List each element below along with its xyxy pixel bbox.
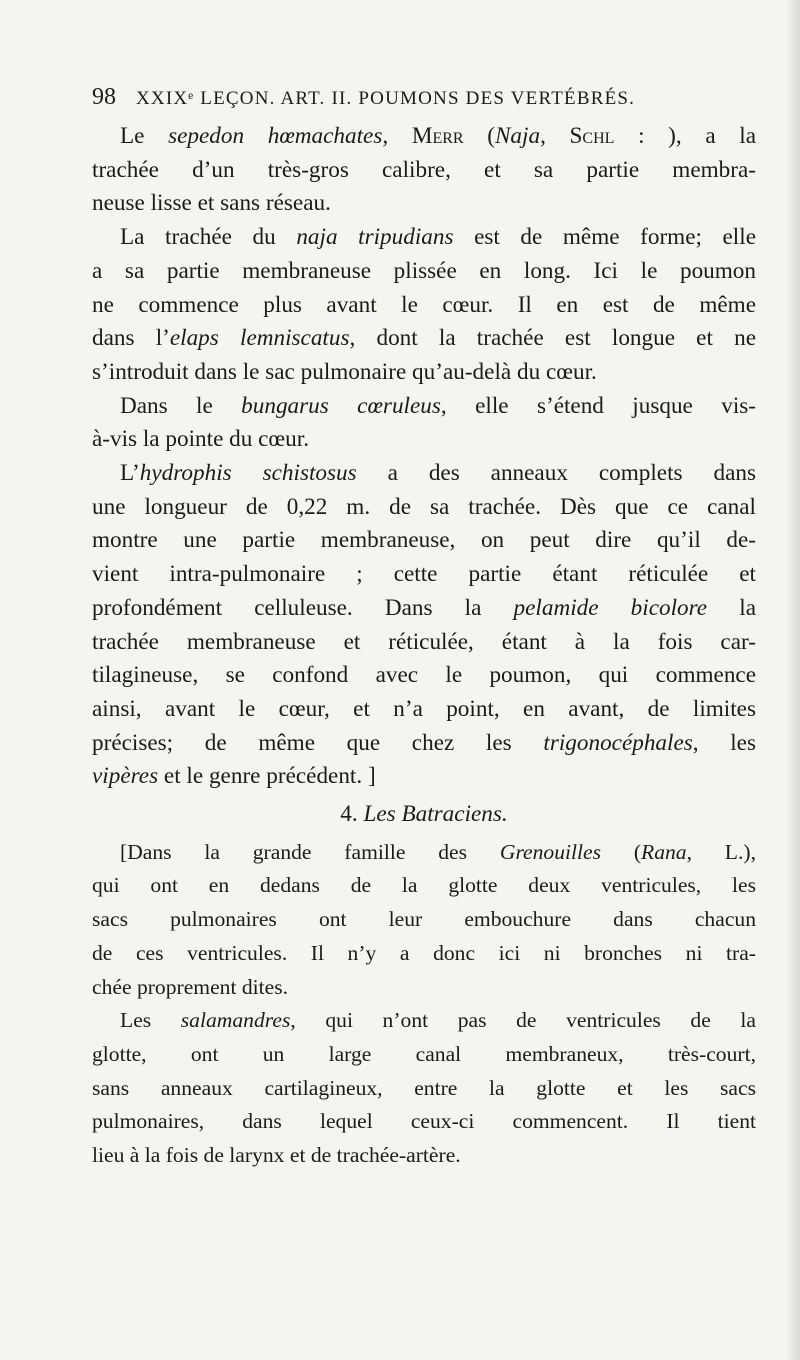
paragraph xyxy=(92,836,756,1005)
text-run: a des anneaux complets dans xyxy=(356,460,756,487)
text-run: est de même forme; elle xyxy=(453,224,756,251)
text-run: ( xyxy=(463,123,495,149)
text-run: Le xyxy=(120,123,169,149)
italic-term: trigonocéphales xyxy=(543,729,693,756)
section-number: 4. xyxy=(340,801,358,828)
italic-term: Naja xyxy=(494,123,541,149)
text-run: ( xyxy=(601,839,642,864)
text-run: a sa partie membraneuse plissée en long. Ici le poumon xyxy=(92,257,756,284)
text-run: sacs pulmonaires ont leur embouchure dans chacun xyxy=(92,907,756,932)
text-run: La trachée du xyxy=(120,224,297,251)
italic-term: Grenouilles xyxy=(499,839,602,864)
text-line xyxy=(92,524,756,558)
text-line xyxy=(92,1004,756,1038)
text-line xyxy=(92,154,756,188)
text-line xyxy=(92,390,756,424)
text-run: ainsi, avant le cœur, et n’a point, en avant, de limites xyxy=(92,695,756,722)
text-line xyxy=(92,322,756,356)
italic-term: hydrophis schistosus xyxy=(139,460,357,487)
text-line xyxy=(92,836,756,870)
author-name: Merr xyxy=(411,123,464,149)
text-run: ne commence plus avant le cœur. Il en est de même xyxy=(92,291,756,318)
text-run: , xyxy=(540,123,570,149)
body-text xyxy=(92,120,756,1173)
text-line xyxy=(92,1105,756,1139)
text-line xyxy=(92,491,756,525)
italic-term: pelamide bicolore xyxy=(513,594,708,621)
text-line xyxy=(92,289,756,323)
text-run: sans anneaux cartilagineux, entre la glotte et les sacs xyxy=(92,1075,756,1100)
text-run: Les xyxy=(120,1008,181,1033)
paragraph xyxy=(92,390,756,457)
italic-term: vipères xyxy=(92,763,159,790)
italic-term: sepedon hœmachates xyxy=(168,123,383,149)
text-line xyxy=(92,423,756,457)
text-run: , elle s’étend jusque vis- xyxy=(440,392,757,419)
page-number: 98 xyxy=(92,84,116,110)
text-line xyxy=(92,592,756,626)
text-run: tilagineuse, se confond avec le poumon, qui commence xyxy=(92,662,756,689)
text-line xyxy=(92,356,756,390)
text-line xyxy=(92,558,756,592)
text-line xyxy=(92,1072,756,1106)
text-line xyxy=(92,457,756,491)
text-line xyxy=(92,255,756,289)
text-run: , xyxy=(382,123,412,149)
text-line xyxy=(92,693,756,727)
author-name: Schl xyxy=(569,123,615,149)
text-run: pulmonaires, dans lequel ceux-ci commencent. Il tient xyxy=(92,1109,756,1134)
text-run: de ces ventricules. Il n’y a donc ici ni bronches ni tra- xyxy=(92,940,756,965)
text-run: : ), a la xyxy=(614,123,756,149)
text-run: , L.), xyxy=(686,839,756,864)
page-edge-shadow xyxy=(786,0,800,1360)
text-line xyxy=(92,659,756,693)
text-line xyxy=(92,1038,756,1072)
text-line xyxy=(92,869,756,903)
text-line xyxy=(92,971,756,1005)
text-line xyxy=(92,903,756,937)
section-heading xyxy=(92,798,756,832)
text-run: une longueur de 0,22 m. de sa trachée. Dès que ce canal xyxy=(92,493,756,520)
text-run: et le genre précédent. ] xyxy=(158,763,376,790)
text-run: trachée d’un très-gros calibre, et sa partie membra- xyxy=(92,156,756,183)
text-run: L’ xyxy=(120,460,140,487)
text-run: montre une partie membraneuse, on peut dire qu’il de- xyxy=(92,527,756,554)
text-line xyxy=(92,1139,756,1173)
running-title: XXIXᵉ LEÇON. ART. II. POUMONS DES VERTÉBRÉS. xyxy=(136,88,636,109)
text-line xyxy=(92,727,756,761)
section-title: Les Batraciens. xyxy=(363,801,508,828)
text-run: , qui n’ont pas de ventricules de la xyxy=(290,1008,756,1033)
text-line xyxy=(92,626,756,660)
text-line xyxy=(92,120,756,154)
text-run: [Dans la grande famille des xyxy=(120,839,500,864)
text-run: trachée membraneuse et réticulée, étant à la fois car- xyxy=(92,628,756,655)
paragraph xyxy=(92,221,756,390)
paragraph xyxy=(92,120,756,221)
text-line xyxy=(92,937,756,971)
text-run: précises; de même que chez les xyxy=(92,729,544,756)
text-run: , dont la trachée est longue et ne xyxy=(349,325,756,352)
text-run: neuse lisse et sans réseau. xyxy=(92,190,331,217)
text-run: lieu à la fois de larynx et de trachée-artère. xyxy=(92,1143,461,1168)
text-run: vient intra-pulmonaire ; cette partie étant réticulée et xyxy=(92,561,756,588)
text-line xyxy=(92,760,756,794)
text-run: la xyxy=(707,594,756,621)
text-run: glotte, ont un large canal membraneux, très-court, xyxy=(92,1041,756,1066)
text-run: chée proprement dites. xyxy=(92,974,289,999)
text-run: dans l’ xyxy=(92,325,170,352)
paragraph xyxy=(92,1004,756,1173)
italic-term: bungarus cœruleus xyxy=(241,392,441,419)
text-run: qui ont en dedans de la glotte deux ventricules, les xyxy=(92,873,756,898)
text-run: profondément celluleuse. Dans la xyxy=(92,594,514,621)
italic-term: naja tripudians xyxy=(296,224,454,251)
text-line xyxy=(92,187,756,221)
running-header xyxy=(92,84,752,111)
text-line xyxy=(92,221,756,255)
paragraph xyxy=(92,457,756,794)
text-run: Dans le xyxy=(120,392,242,419)
italic-term: elaps lemniscatus xyxy=(169,325,350,352)
text-run: s’introduit dans le sac pulmonaire qu’au-delà du cœur. xyxy=(92,358,597,385)
italic-term: salamandres xyxy=(180,1008,291,1033)
text-run: à-vis la pointe du cœur. xyxy=(92,426,310,453)
italic-term: Rana xyxy=(641,839,687,864)
text-run: , les xyxy=(692,729,757,756)
